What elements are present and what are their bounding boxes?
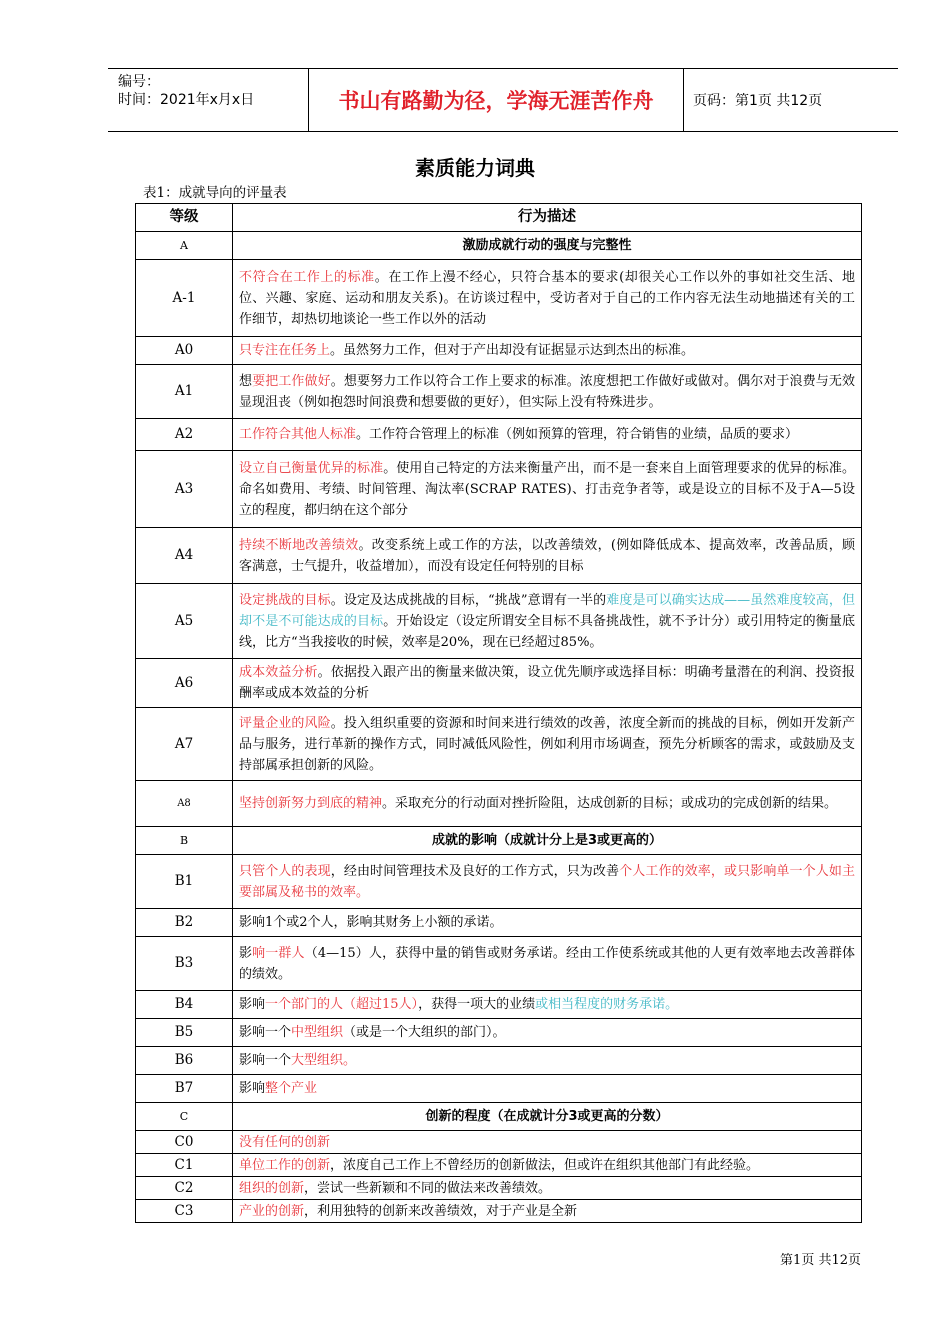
- level-cell: C2: [136, 1177, 233, 1200]
- description-segment: 评量企业的风险: [239, 715, 331, 731]
- description-segment: 组织的创新: [239, 1180, 305, 1196]
- description-segment: 中型组织: [291, 1025, 344, 1040]
- description-segment: 想: [239, 373, 253, 389]
- description-cell: [233, 937, 862, 991]
- table-row: [136, 991, 862, 1019]
- description-segment: 整个产业: [265, 1081, 318, 1096]
- description-segment: 个人工作的效率，或只影响单一个人如主要部属及秘书的效率。: [239, 863, 855, 900]
- description-segment: ，利用独特的创新来改善绩效，对于产业是全新: [304, 1203, 578, 1219]
- level-cell: A1: [136, 365, 233, 419]
- description-segment: 只专注在任务上: [239, 343, 331, 358]
- table-row: [136, 451, 862, 528]
- table-row: [136, 937, 862, 991]
- level-cell: A5: [136, 584, 233, 659]
- description-segment: （4—15）人，获得中量的销售或财务承诺。经由工作使系统或其他的人更有效率地去改善群体的绩效。: [239, 945, 855, 982]
- description-segment: ，尝试一些新颖和不同的做法来改善绩效。: [304, 1180, 552, 1196]
- level-cell: C0: [136, 1131, 233, 1154]
- description-cell: [233, 1177, 862, 1200]
- level-cell: A3: [136, 451, 233, 528]
- description-segment: 。依据投入跟产出的衡量来做决策，设立优先顺序或选择目标：明确考量潜在的利润、投资报酬率或成本效益的分析: [239, 665, 855, 701]
- table-row: [136, 419, 862, 451]
- description-segment: ，经由时间管理技术及良好的工作方式，只为改善: [330, 863, 620, 879]
- description-segment: ，浓度自己工作上不曾经历的创新做法，但或许在组织其他部门有此经验。: [330, 1157, 760, 1173]
- description-cell: [233, 419, 862, 451]
- description-segment: 难度是可以确实达成——虽然难度较高，但却不是不可能达成的目标: [239, 592, 855, 629]
- description-cell: [233, 659, 862, 708]
- description-cell: [233, 1131, 862, 1154]
- level-cell: C3: [136, 1200, 233, 1223]
- description-cell: [233, 1019, 862, 1047]
- description-cell: [233, 337, 862, 365]
- section-title: 激励成就行动的强度与完整性: [233, 232, 862, 260]
- description-segment: 。在工作上漫不经心，只符合基本的要求(却很关心工作以外的事如社交生活、地位、兴趣、家庭、运动和朋友关系)。在访谈过程中，受访者对于自己的工作内容无法生动地描述有关的工作细节，却热切地谈论一些工作以外的活动: [239, 269, 855, 327]
- level-cell: B7: [136, 1075, 233, 1103]
- section-row: [136, 1103, 862, 1131]
- description-segment: 。虽然努力工作，但对于产出却没有证据显示达到杰出的标准。: [330, 343, 695, 358]
- code-label: 编号：: [118, 74, 160, 90]
- description-segment: 。投入组织重要的资源和时间来进行绩效的改善，浓度全新而的挑战的目标，例如开发新产品与服务，进行革新的操作方式，同时减低风险性，例如利用市场调查，预先分析顾客的需求，或鼓励及支持部属承担创新的风险。: [239, 715, 855, 773]
- description-segment: 。改变系统上或工作的方法，以改善绩效，(例如降低成本、提高效率，改善品质，顾客满意，士气提升，收益增加），而没有设定任何特别的目标: [239, 537, 855, 574]
- description-segment: ，获得一项大的业绩: [418, 997, 536, 1012]
- col-desc-header: 行为描述: [233, 204, 862, 232]
- description-segment: 工作符合其他人标准: [239, 427, 357, 442]
- table-row: [136, 337, 862, 365]
- description-segment: 影响: [239, 997, 266, 1012]
- table-row: [136, 708, 862, 781]
- level-cell: A0: [136, 337, 233, 365]
- level-cell: B3: [136, 937, 233, 991]
- level-cell: A8: [136, 781, 233, 827]
- page-header: [108, 68, 898, 132]
- description-cell: [233, 1154, 862, 1177]
- table-row: [136, 260, 862, 337]
- description-segment: 坚持创新努力到底的精神: [239, 796, 383, 811]
- time-label: 时间：2021年x月x日: [118, 92, 255, 108]
- table-row: [136, 1019, 862, 1047]
- description-segment: 大型组织。: [291, 1053, 357, 1068]
- level-cell: A-1: [136, 260, 233, 337]
- description-segment: 或相当程度的财务承诺。: [535, 997, 679, 1012]
- description-segment: 影响1个或2个人，影响其财务上小额的承诺。: [239, 915, 503, 930]
- table-row: [136, 1200, 862, 1223]
- description-cell: [233, 1047, 862, 1075]
- table-row: [136, 1177, 862, 1200]
- description-cell: [233, 528, 862, 584]
- level-cell: B5: [136, 1019, 233, 1047]
- description-cell: [233, 451, 862, 528]
- section-level: C: [136, 1103, 233, 1131]
- description-cell: [233, 855, 862, 909]
- description-segment: 影响: [239, 1081, 266, 1096]
- description-segment: 持续不断地改善绩效: [239, 537, 359, 553]
- description-segment: 影响一个: [239, 1025, 292, 1040]
- description-cell: [233, 781, 862, 827]
- section-row: [136, 827, 862, 855]
- table-caption: 表1：成就导向的评量表: [143, 185, 287, 201]
- description-segment: 设立自己衡量优异的标准: [239, 460, 384, 476]
- description-segment: 产业的创新: [239, 1203, 305, 1219]
- description-cell: [233, 909, 862, 937]
- description-cell: [233, 991, 862, 1019]
- description-segment: 不符合在工作上的标准: [239, 269, 375, 285]
- table-row: [136, 781, 862, 827]
- description-cell: [233, 584, 862, 659]
- description-segment: 要把工作做好: [252, 373, 331, 389]
- level-cell: A4: [136, 528, 233, 584]
- description-segment: 。想要努力工作以符合工作上要求的标准。浓度想把工作做好或做对。偶尔对于浪费与无效显现沮丧（例如抱怨时间浪费和想要做的更好），但实际上没有特殊进步。: [239, 373, 855, 410]
- level-cell: B4: [136, 991, 233, 1019]
- description-segment: 。设定及达成挑战的目标，“挑战”意谓有一半的: [330, 592, 607, 608]
- rating-table-body: [136, 204, 862, 1223]
- description-segment: 响一群人: [252, 945, 305, 961]
- description-segment: （或是一个大组织的部门）。: [343, 1025, 506, 1040]
- col-level-header: 等级: [136, 204, 233, 232]
- table-row: [136, 659, 862, 708]
- level-cell: B6: [136, 1047, 233, 1075]
- page-footer: 第1页 共12页: [780, 1253, 861, 1268]
- rating-table: [135, 203, 862, 1223]
- description-segment: 只管个人的表现: [239, 863, 331, 879]
- description-segment: 没有任何的创新: [239, 1134, 331, 1150]
- description-cell: [233, 708, 862, 781]
- description-segment: 单位工作的创新: [239, 1157, 331, 1173]
- section-level: B: [136, 827, 233, 855]
- level-cell: A6: [136, 659, 233, 708]
- description-segment: 成本效益分析: [239, 665, 318, 680]
- header-motto: 书山有路勤为径，学海无涯苦作舟: [308, 69, 684, 131]
- document-title: 素质能力词典: [415, 156, 535, 180]
- description-cell: [233, 1075, 862, 1103]
- description-segment: 影: [239, 945, 253, 961]
- level-cell: B2: [136, 909, 233, 937]
- table-header-row: [136, 204, 862, 232]
- section-level: A: [136, 232, 233, 260]
- table-row: [136, 909, 862, 937]
- description-segment: 设定挑战的目标: [239, 592, 331, 608]
- table-row: [136, 1154, 862, 1177]
- description-cell: [233, 365, 862, 419]
- level-cell: A7: [136, 708, 233, 781]
- table-row: [136, 1075, 862, 1103]
- level-cell: A2: [136, 419, 233, 451]
- description-cell: [233, 1200, 862, 1223]
- level-cell: B1: [136, 855, 233, 909]
- description-segment: 。开始设定（设定所谓安全目标不具备挑战性，就不予计分）或引用特定的衡量底线，比方“当我接收的时候，效率是20%，现在已经超过85%。: [239, 613, 855, 650]
- table-row: [136, 1131, 862, 1154]
- header-meta: [118, 73, 313, 109]
- table-row: [136, 365, 862, 419]
- header-page-label: 页码：第1页 共12页: [693, 93, 823, 109]
- description-segment: 。工作符合管理上的标准（例如预算的管理，符合销售的业绩，品质的要求）: [356, 427, 799, 442]
- level-cell: C1: [136, 1154, 233, 1177]
- table-row: [136, 855, 862, 909]
- table-row: [136, 1047, 862, 1075]
- description-segment: 。使用自己特定的方法来衡量产出，而不是一套来自上面管理要求的优异的标准。命名如费用、考绩、时间管理、淘汰率(SCRAP RATES)、打击竞争者等，或是设立的目标不及于A—5设立的程度，都归纳在这个部分: [239, 460, 855, 518]
- description-segment: 影响一个: [239, 1053, 292, 1068]
- section-row: [136, 232, 862, 260]
- section-title: 创新的程度（在成就计分3或更高的分数）: [233, 1103, 862, 1131]
- description-segment: 一个部门的人（超过15人）: [265, 997, 419, 1012]
- description-cell: [233, 260, 862, 337]
- section-title: 成就的影响（成就计分上是3或更高的）: [233, 827, 862, 855]
- table-row: [136, 584, 862, 659]
- description-segment: 。采取充分的行动面对挫折险阻，达成创新的目标；或成功的完成创新的结果。: [382, 796, 838, 811]
- table-row: [136, 528, 862, 584]
